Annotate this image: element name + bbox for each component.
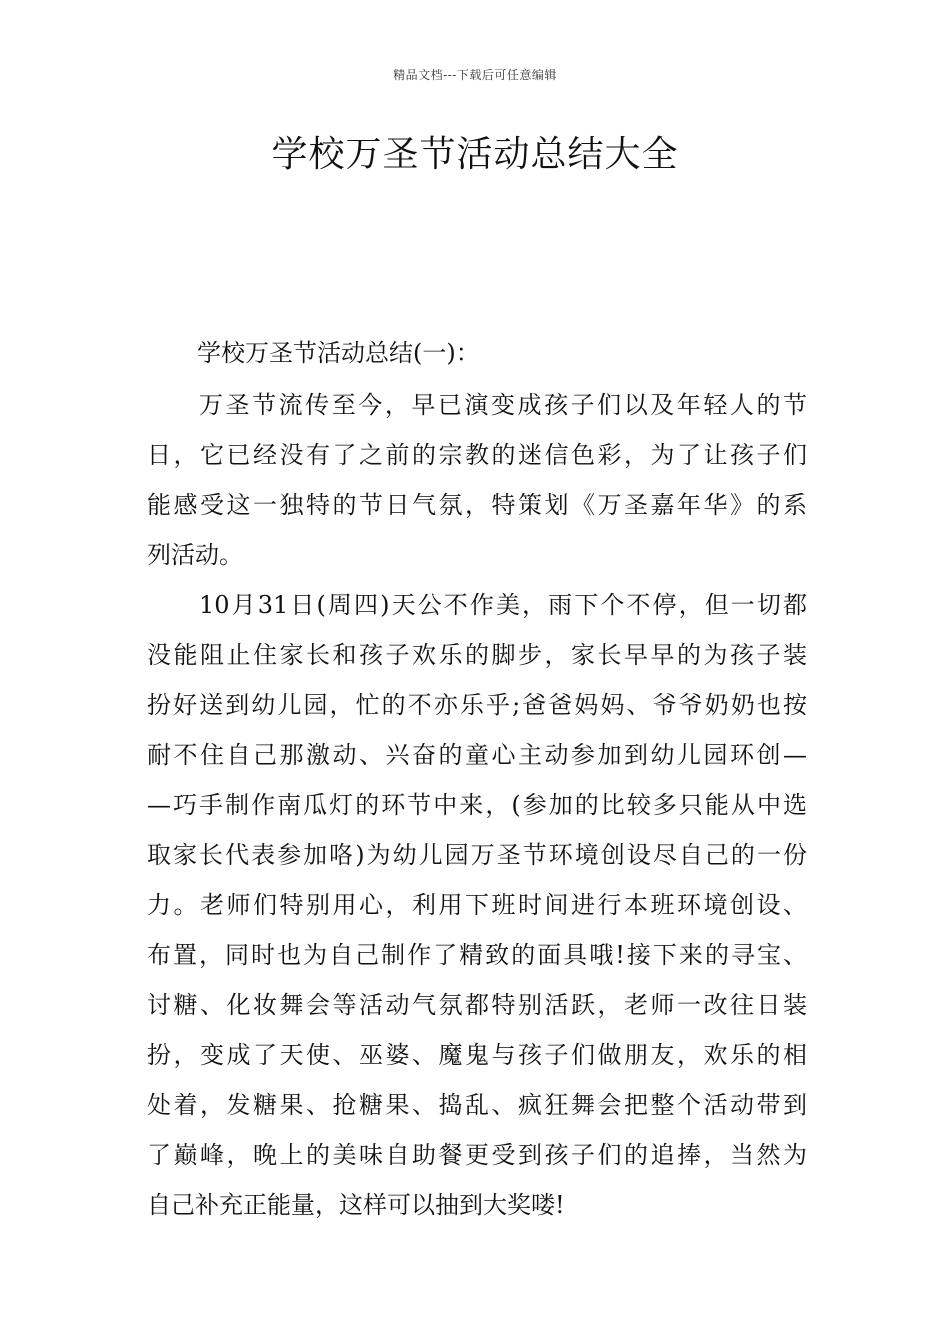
text-line: 讨糖、化妆舞会等活动气氛都特别活跃，老师一改往日装 [147, 991, 807, 1019]
text-line: 列活动。 [147, 541, 243, 569]
text-line: 日，它已经没有了之前的宗教的迷信色彩，为了让孩子们 [147, 441, 807, 469]
header-note: 精品文档---下载后可任意编辑 [393, 68, 557, 82]
text-line: 扮好送到幼儿园，忙的不亦乐乎;爸爸妈妈、爷爷奶奶也按 [147, 691, 807, 719]
text-line: 扮，变成了天使、巫婆、魔鬼与孩子们做朋友，欢乐的相 [147, 1041, 807, 1069]
text-line: 万圣节流传至今，早已演变成孩子们以及年轻人的节 [199, 391, 807, 419]
text-line: —巧手制作南瓜灯的环节中来，(参加的比较多只能从中选 [147, 791, 807, 819]
text-line: 自己补充正能量，这样可以抽到大奖喽! [147, 1191, 565, 1219]
document-title: 学校万圣节活动总结大全 [271, 134, 679, 175]
text-line: 取家长代表参加咯)为幼儿园万圣节环境创设尽自己的一份 [147, 841, 807, 869]
text-line: 10月31日(周四)天公不作美，雨下个不停，但一切都 [199, 591, 807, 619]
text-line: 能感受这一独特的节日气氛，特策划《万圣嘉年华》的系 [147, 491, 807, 519]
text-line: 耐不住自己那激动、兴奋的童心主动参加到幼儿园环创— [147, 741, 807, 769]
document-body [147, 326, 807, 1230]
paragraph-1 [147, 380, 807, 580]
text-line: 布置，同时也为自己制作了精致的面具哦!接下来的寻宝、 [147, 941, 807, 969]
text-line: 力。老师们特别用心，利用下班时间进行本班环境创设、 [147, 891, 807, 919]
text-line: 没能阻止住家长和孩子欢乐的脚步，家长早早的为孩子装 [147, 641, 807, 669]
text-line: 了巅峰，晚上的美味自助餐更受到孩子们的追捧，当然为 [147, 1141, 807, 1169]
section-heading: 学校万圣节活动总结(一)： [197, 339, 480, 367]
text-line: 处着，发糖果、抢糖果、捣乱、疯狂舞会把整个活动带到 [147, 1091, 807, 1119]
paragraph-2 [147, 580, 807, 1230]
